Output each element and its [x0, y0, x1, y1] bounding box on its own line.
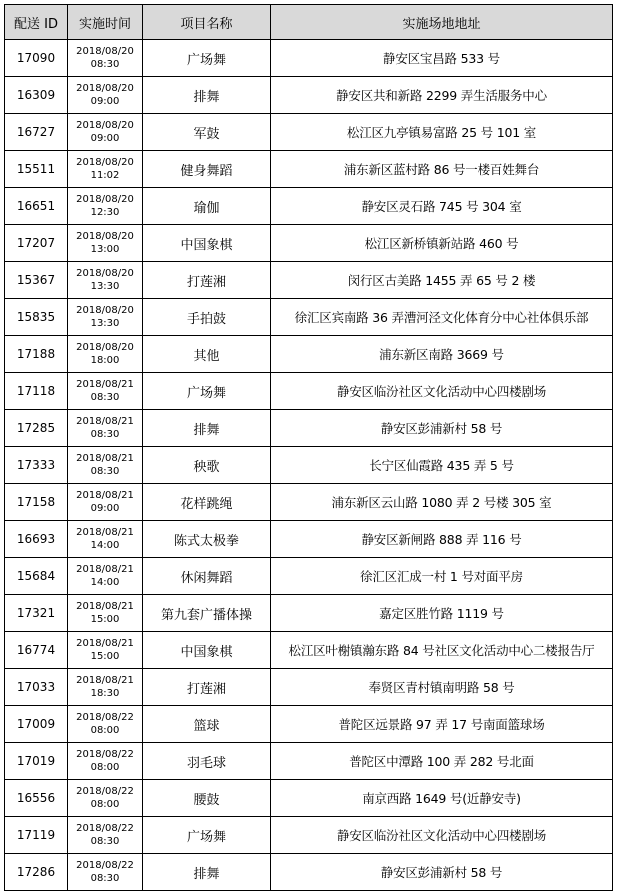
cell-time: 18:30	[90, 688, 120, 699]
table-row	[5, 77, 613, 114]
cell-id: 17090	[5, 40, 68, 77]
cell-datetime	[68, 780, 143, 817]
table-row	[5, 299, 613, 336]
cell-datetime	[68, 40, 143, 77]
cell-id: 16774	[5, 632, 68, 669]
cell-date: 2018/08/20	[76, 305, 134, 316]
cell-id: 17286	[5, 854, 68, 891]
cell-id: 16651	[5, 188, 68, 225]
cell-address: 松江区叶榭镇瀚东路 84 号社区文化活动中心二楼报告厅	[271, 632, 613, 669]
table-row	[5, 40, 613, 77]
cell-time: 13:30	[90, 281, 120, 292]
cell-datetime	[68, 262, 143, 299]
table-row	[5, 743, 613, 780]
cell-time: 08:30	[90, 429, 120, 440]
cell-date: 2018/08/22	[76, 786, 134, 797]
cell-date: 2018/08/22	[76, 823, 134, 834]
table-row	[5, 780, 613, 817]
cell-datetime	[68, 225, 143, 262]
cell-id: 15511	[5, 151, 68, 188]
cell-project-name: 广场舞	[143, 373, 271, 410]
schedule-table	[4, 4, 613, 891]
cell-datetime	[68, 743, 143, 780]
header-address: 实施场地地址	[271, 5, 613, 40]
cell-datetime	[68, 373, 143, 410]
table-row	[5, 373, 613, 410]
cell-project-name: 军鼓	[143, 114, 271, 151]
cell-datetime	[68, 484, 143, 521]
cell-address: 松江区九亭镇易富路 25 号 101 室	[271, 114, 613, 151]
cell-date: 2018/08/20	[76, 231, 134, 242]
cell-project-name: 广场舞	[143, 40, 271, 77]
cell-id: 16727	[5, 114, 68, 151]
cell-project-name: 排舞	[143, 854, 271, 891]
cell-date: 2018/08/21	[76, 675, 134, 686]
cell-datetime	[68, 410, 143, 447]
cell-datetime	[68, 669, 143, 706]
cell-project-name: 健身舞蹈	[143, 151, 271, 188]
table-row	[5, 410, 613, 447]
cell-time: 15:00	[90, 651, 120, 662]
table-row	[5, 447, 613, 484]
table-row	[5, 151, 613, 188]
table-row	[5, 558, 613, 595]
cell-id: 17119	[5, 817, 68, 854]
cell-time: 12:30	[90, 207, 120, 218]
cell-time: 15:00	[90, 614, 120, 625]
cell-id: 16693	[5, 521, 68, 558]
cell-address: 南京西路 1649 号(近静安寺)	[271, 780, 613, 817]
cell-date: 2018/08/21	[76, 453, 134, 464]
cell-datetime	[68, 854, 143, 891]
cell-address: 嘉定区胜竹路 1119 号	[271, 595, 613, 632]
cell-id: 17285	[5, 410, 68, 447]
cell-id: 17158	[5, 484, 68, 521]
table-row	[5, 669, 613, 706]
cell-project-name: 陈式太极拳	[143, 521, 271, 558]
cell-address: 静安区临汾社区文化活动中心四楼剧场	[271, 817, 613, 854]
cell-project-name: 其他	[143, 336, 271, 373]
cell-project-name: 第九套广播体操	[143, 595, 271, 632]
cell-datetime	[68, 521, 143, 558]
cell-datetime	[68, 336, 143, 373]
cell-date: 2018/08/20	[76, 268, 134, 279]
cell-id: 15367	[5, 262, 68, 299]
cell-id: 17321	[5, 595, 68, 632]
table-row	[5, 484, 613, 521]
cell-datetime	[68, 77, 143, 114]
cell-datetime	[68, 188, 143, 225]
cell-address: 徐汇区汇成一村 1 号对面平房	[271, 558, 613, 595]
cell-project-name: 篮球	[143, 706, 271, 743]
table-row	[5, 114, 613, 151]
cell-address: 静安区彭浦新村 58 号	[271, 854, 613, 891]
cell-address: 长宁区仙霞路 435 弄 5 号	[271, 447, 613, 484]
cell-project-name: 中国象棋	[143, 632, 271, 669]
cell-project-name: 排舞	[143, 77, 271, 114]
cell-time: 08:00	[90, 799, 120, 810]
cell-address: 普陀区远景路 97 弄 17 号南面篮球场	[271, 706, 613, 743]
cell-time: 09:00	[90, 96, 120, 107]
table-row	[5, 706, 613, 743]
header-row	[5, 5, 613, 40]
table-row	[5, 521, 613, 558]
cell-address: 静安区临汾社区文化活动中心四楼剧场	[271, 373, 613, 410]
cell-address: 浦东新区蓝村路 86 号一楼百姓舞台	[271, 151, 613, 188]
table-row	[5, 262, 613, 299]
table-row	[5, 632, 613, 669]
cell-id: 17033	[5, 669, 68, 706]
cell-date: 2018/08/22	[76, 860, 134, 871]
cell-time: 08:00	[90, 725, 120, 736]
cell-date: 2018/08/20	[76, 46, 134, 57]
cell-project-name: 秧歌	[143, 447, 271, 484]
cell-datetime	[68, 632, 143, 669]
cell-id: 17019	[5, 743, 68, 780]
cell-id: 17188	[5, 336, 68, 373]
cell-date: 2018/08/21	[76, 416, 134, 427]
cell-project-name: 排舞	[143, 410, 271, 447]
cell-address: 静安区灵石路 745 号 304 室	[271, 188, 613, 225]
cell-time: 08:00	[90, 762, 120, 773]
cell-id: 17009	[5, 706, 68, 743]
cell-date: 2018/08/20	[76, 120, 134, 131]
cell-address: 松江区新桥镇新站路 460 号	[271, 225, 613, 262]
cell-time: 08:30	[90, 59, 120, 70]
cell-time: 08:30	[90, 466, 120, 477]
cell-project-name: 中国象棋	[143, 225, 271, 262]
cell-project-name: 花样跳绳	[143, 484, 271, 521]
cell-date: 2018/08/21	[76, 490, 134, 501]
cell-project-name: 手拍鼓	[143, 299, 271, 336]
cell-date: 2018/08/21	[76, 527, 134, 538]
cell-date: 2018/08/21	[76, 601, 134, 612]
table-row	[5, 595, 613, 632]
cell-date: 2018/08/21	[76, 638, 134, 649]
cell-address: 浦东新区云山路 1080 弄 2 号楼 305 室	[271, 484, 613, 521]
cell-project-name: 休闲舞蹈	[143, 558, 271, 595]
cell-address: 浦东新区南路 3669 号	[271, 336, 613, 373]
header-name: 项目名称	[143, 5, 271, 40]
cell-time: 08:30	[90, 836, 120, 847]
cell-id: 17118	[5, 373, 68, 410]
cell-time: 13:30	[90, 318, 120, 329]
cell-time: 11:02	[90, 170, 120, 181]
cell-date: 2018/08/20	[76, 157, 134, 168]
cell-project-name: 广场舞	[143, 817, 271, 854]
cell-time: 13:00	[90, 244, 120, 255]
cell-address: 静安区彭浦新村 58 号	[271, 410, 613, 447]
cell-date: 2018/08/22	[76, 712, 134, 723]
cell-datetime	[68, 817, 143, 854]
cell-time: 14:00	[90, 540, 120, 551]
table-row	[5, 188, 613, 225]
cell-datetime	[68, 595, 143, 632]
cell-time: 09:00	[90, 133, 120, 144]
header-id: 配送 ID	[5, 5, 68, 40]
cell-datetime	[68, 114, 143, 151]
cell-id: 16309	[5, 77, 68, 114]
cell-time: 08:30	[90, 873, 120, 884]
cell-address: 普陀区中潭路 100 弄 282 号北面	[271, 743, 613, 780]
table-body	[5, 40, 613, 891]
table-row	[5, 336, 613, 373]
cell-address: 静安区新闸路 888 弄 116 号	[271, 521, 613, 558]
cell-address: 静安区共和新路 2299 弄生活服务中心	[271, 77, 613, 114]
cell-address: 静安区宝昌路 533 号	[271, 40, 613, 77]
cell-date: 2018/08/20	[76, 342, 134, 353]
cell-id: 15835	[5, 299, 68, 336]
cell-date: 2018/08/22	[76, 749, 134, 760]
cell-datetime	[68, 151, 143, 188]
cell-time: 18:00	[90, 355, 120, 366]
cell-address: 闵行区古美路 1455 弄 65 号 2 楼	[271, 262, 613, 299]
cell-date: 2018/08/21	[76, 379, 134, 390]
cell-datetime	[68, 447, 143, 484]
cell-project-name: 打莲湘	[143, 669, 271, 706]
cell-project-name: 打莲湘	[143, 262, 271, 299]
cell-project-name: 腰鼓	[143, 780, 271, 817]
cell-project-name: 羽毛球	[143, 743, 271, 780]
cell-time: 14:00	[90, 577, 120, 588]
cell-date: 2018/08/20	[76, 83, 134, 94]
table-row	[5, 225, 613, 262]
cell-date: 2018/08/20	[76, 194, 134, 205]
cell-date: 2018/08/21	[76, 564, 134, 575]
table-row	[5, 817, 613, 854]
cell-id: 17333	[5, 447, 68, 484]
cell-address: 徐汇区宾南路 36 弄漕河泾文化体育分中心社体俱乐部	[271, 299, 613, 336]
header-time: 实施时间	[68, 5, 143, 40]
table-row	[5, 854, 613, 891]
cell-id: 16556	[5, 780, 68, 817]
cell-time: 08:30	[90, 392, 120, 403]
cell-datetime	[68, 299, 143, 336]
cell-datetime	[68, 706, 143, 743]
cell-id: 15684	[5, 558, 68, 595]
cell-id: 17207	[5, 225, 68, 262]
cell-datetime	[68, 558, 143, 595]
cell-project-name: 瑜伽	[143, 188, 271, 225]
cell-address: 奉贤区青村镇南明路 58 号	[271, 669, 613, 706]
cell-time: 09:00	[90, 503, 120, 514]
